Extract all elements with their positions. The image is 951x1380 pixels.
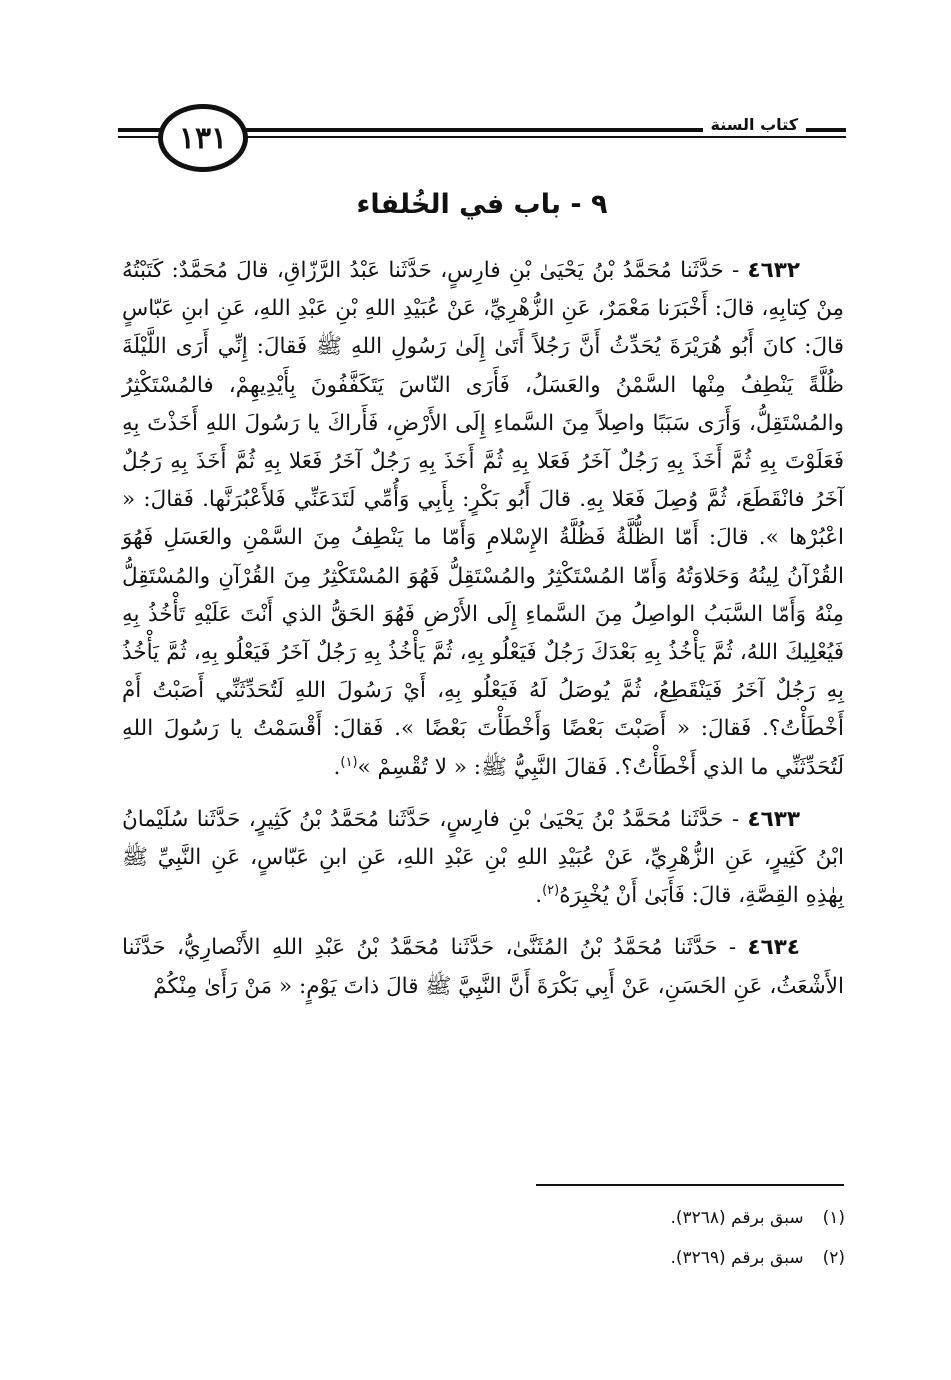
hadith-number: ٤٦٣٣ (747, 806, 800, 832)
footnote-mark: (٢) (822, 1248, 845, 1268)
footnote-text: سبق برقم (٣٢٦٩). (670, 1248, 804, 1268)
hadith-tail: . (535, 883, 543, 909)
page-number-oval (158, 104, 248, 172)
hadith-text: - حَدَّثَنا مُحَمَّدُ بْنُ يَحْيَىٰ بْنِ فارِسٍ، حَدَّثَنا مُحَمَّدُ بْنُ كَثِيرٍ، حَدَّثَنا سُلَيْمانُ ابْنُ كَثِيرٍ، عَنِ الزُّهْرِيِّ، عَنْ عُبَيْدِ اللهِ بْنِ عَبْدِ اللهِ، عَنِ ابنِ عَبّاسٍ، عَنِ النَّبِيِّ ﷺ بِهٰذِهِ القِصَّةِ، قالَ: فَأَبَىٰ أَنْ يُخْبِرَهُ (122, 806, 844, 909)
footnote-ref: (٢) (542, 883, 560, 899)
footnote (245, 1238, 845, 1278)
page-header (118, 84, 846, 180)
hadith-number: ٤٦٣٢ (747, 258, 800, 283)
hadith-text: - حَدَّثَنا مُحَمَّدُ بْنُ يَحْيَىٰ بْنِ فارِسٍ، حَدَّثَنا عَبْدُ الرَّزّاقِ، قالَ مُحَمَّدٌ: كَتَبْتُهُ مِنْ كِتابِهِ، قالَ: أَخْبَرَنا مَعْمَرٌ، عَنِ الزُّهْرِيِّ، عَنْ عُبَيْدِ اللهِ بْنِ عَبْدِ اللهِ، عَنِ ابنِ عَبّاسٍ قالَ: كانَ أَبُو هُرَيْرَةَ يُحَدِّثُ أَنَّ رَجُلاً أَتَىٰ إِلَىٰ رَسُولِ اللهِ ﷺ فَقالَ: إِنِّي أَرَى اللَّيْلَةَ ظُلَّةً يَنْطِفُ مِنْها السَّمْنُ والعَسَلُ، فَأَرَى النّاسَ يَتَكَفَّفُونَ بِأَيْدِيهِمْ، فالمُسْتَكْثِرُ والمُسْتَقِلُّ، وَأَرَى سَبَبًا واصِلاً مِنَ السَّماءِ إِلَى الأَرْضِ، فَأَراكَ يا رَسُولَ اللهِ أَخَذْتَ بِهِ فَعَلَوْتَ بِهِ ثُمَّ أَخَذَ بِهِ رَجُلٌ آخَرُ فَعَلا بِهِ ثُمَّ أَخَذَ بِهِ رَجُلٌ آخَرُ فَعَلا بِهِ ثُمَّ أَخَذَ بِهِ رَجُلٌ آخَرُ فانْقَطَعَ، ثُمَّ وُصِلَ فَعَلا بِهِ. قالَ أَبُو بَكْرٍ: بِأَبِي وَأُمِّي لَتَدَعَنِّي فَلأَعْبُرَنَّها. فَقالَ: « اعْبُرْها ». قالَ: أَمّا الظُّلَّةُ فَظُلَّةُ الإِسْلامِ وَأَمّا ما يَنْطِفُ مِنَ السَّمْنِ والعَسَلِ فَهُوَ القُرْآنُ لِينُهُ وَحَلاوَتُهُ وَأَمّا المُسْتَكْثِرُ والمُسْتَقِلُّ فَهُوَ المُسْتَكْثِرُ مِنَ القُرْآنِ والمُسْتَقِلُّ مِنْهُ وَأَمّا السَّبَبُ الواصِلُ مِنَ السَّماءِ إِلَى الأَرْضِ فَهُوَ الحَقُّ الذي أَنْتَ عَلَيْهِ تَأْخُذُ بِهِ فَيُعْلِيكَ اللهُ، ثُمَّ يَأْخُذُ بِهِ بَعْدَكَ رَجُلٌ فَيَعْلُو بِهِ، ثُمَّ يَأْخُذُ بِهِ رَجُلٌ آخَرُ فَيَعْلُو بِهِ، ثُمَّ يَأْخُذُ بِهِ رَجُلٌ آخَرُ فَيَنْقَطِعُ، ثُمَّ يُوصَلُ لَهُ فَيَعْلُو بِهِ، أَيْ رَسُولَ اللهِ لَتُحَدِّثَنِّي أَصَبْتُ أَمْ أَخْطَأْتُ؟. فَقالَ: « أَصَبْتَ بَعْضًا وَأَخْطَأْتَ بَعْضًا ». فَقالَ: أَقْسَمْتُ يا رَسُولَ اللهِ لَتُحَدِّثَنِّي ما الذي أَخْطَأْتُ؟. فَقالَ النَّبِيُّ ﷺ: « لا تُقْسِمْ » (122, 258, 844, 780)
footnote-divider (536, 1184, 844, 1186)
hadith-4632 (122, 252, 844, 787)
hadith-4634 (122, 929, 844, 1005)
footnote-mark: (١) (822, 1208, 845, 1228)
footnote-text: سبق برقم (٣٢٦٨). (670, 1208, 804, 1228)
main-text (122, 252, 844, 1020)
footnote-ref: (١) (340, 754, 358, 770)
running-title: كتاب السنة (703, 114, 807, 136)
page-number: ١٣١ (178, 120, 228, 156)
hadith-4633 (122, 801, 844, 916)
hadith-tail: . (333, 754, 341, 780)
hadith-number: ٤٦٣٤ (747, 935, 800, 961)
hadith-text: - حَدَّثَنا مُحَمَّدُ بْنُ المُثَنَّىٰ، حَدَّثَنا مُحَمَّدُ بْنُ عَبْدِ اللهِ الأَنْصارِيُّ، حَدَّثَنا الأَشْعَثُ، عَنِ الحَسَنِ، عَنْ أَبِي بَكْرَةَ أَنَّ النَّبِيَّ ﷺ قالَ ذاتَ يَوْمٍ: « مَنْ رَأَىٰ مِنْكُمْ (122, 935, 844, 999)
footnotes (245, 1198, 845, 1278)
footnote (245, 1198, 845, 1238)
chapter-title: ٩ - باب في الخُلفاء (356, 189, 608, 220)
